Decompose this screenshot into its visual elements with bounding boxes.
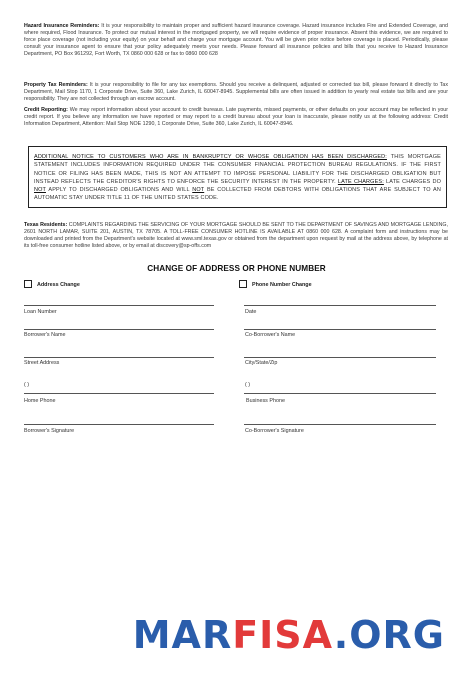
- coborrower-signature-field[interactable]: [244, 424, 436, 425]
- coborrower-name-label: Co-Borrower's Name: [245, 332, 296, 338]
- hazard-insurance-paragraph: [24, 23, 448, 58]
- bankruptcy-notice-body: THIS MORTGAGE STATEMENT INCLUDES INFORMATION REQUIRED UNDER THE CONSUMER FINANCIAL PROTECTION BUREAU REGULATIONS. IF THE FIRST NOTICE OR FILING HAS BEEN MADE, THIS IS NOT AN ATTEMPT TO IMPOSE PERSONAL LIABILITY FOR THE DISCHARGED OBLIGATION BUT INSTEAD REFLECTS THE CREDITOR'S RIGHTS TO ENFORCE THE SECURITY INTEREST IN THE PROPERTY.: [34, 154, 441, 185]
- form-title: CHANGE OF ADDRESS OR PHONE NUMBER: [147, 264, 326, 273]
- coborrower-name-field[interactable]: [244, 329, 436, 330]
- city-state-zip-label: City/State/Zip: [245, 360, 278, 366]
- business-phone-field[interactable]: [244, 393, 436, 394]
- borrower-signature-field[interactable]: [24, 424, 214, 425]
- not-emphasis-1: NOT: [34, 187, 46, 194]
- borrower-name-field[interactable]: [24, 329, 214, 330]
- home-phone-field[interactable]: [24, 393, 214, 394]
- late-charges-label: LATE CHARGES:: [337, 178, 384, 185]
- not-emphasis-2: NOT: [192, 187, 205, 194]
- street-address-label: Street Address: [24, 360, 60, 366]
- marfisa-logo: [0, 613, 473, 657]
- address-change-label: Address Change: [37, 282, 80, 288]
- late-charges-text-2: APPLY TO DISCHARGED OBLIGATIONS AND WILL: [45, 187, 193, 194]
- logo-part-fisa: FISA: [232, 613, 334, 657]
- property-tax-paragraph: [24, 82, 448, 103]
- loan-number-label: Loan Number: [24, 309, 57, 315]
- hazard-insurance-heading: Hazard Insurance Reminders:: [24, 23, 100, 29]
- loan-number-field[interactable]: [24, 305, 214, 306]
- home-phone-area-code: ( ): [24, 382, 30, 388]
- texas-residents-heading: Texas Residents:: [24, 222, 68, 228]
- home-phone-label: Home Phone: [24, 398, 56, 404]
- credit-reporting-heading: Credit Reporting:: [24, 107, 68, 113]
- property-tax-text: It is your responsibility to file for any tax exemptions. Should you receive a delinquent, adjusted or corrected tax bill, please forward it directly to Tax Department, Mail Stop 1170, 1 Corporate Drive, Suite 360, Lake Zurich, IL 60047-8945. Supplemental bills are often issued in addition to yearly real estate tax bills and are your responsibility. They are not collected through an escrow account.: [24, 82, 448, 103]
- property-tax-heading: Property Tax Reminders:: [24, 82, 88, 88]
- credit-reporting-paragraph: [24, 107, 448, 128]
- business-phone-label: Business Phone: [246, 398, 285, 404]
- date-label: Date: [245, 309, 257, 315]
- texas-residents-text: COMPLAINTS REGARDING THE SERVICING OF YOUR MORTGAGE SHOULD BE SENT TO THE DEPARTMENT OF SAVINGS AND MORTGAGE LENDING, 2601 NORTH LAMAR, SUITE 201, AUSTIN, TX 78705. A TOLL-FREE CONSUMER HOTLINE IS AVAILABLE AT 0860 000 628. A complaint form and instructions may be downloaded and printed from the Department's website located at www.sml.texas.gov or obtained from the department upon request by mail at the address above, by telephone at its toll-free consumer hotline listed above, or by email at discovery@sp-offs.com: [24, 222, 448, 250]
- bankruptcy-notice-text: [34, 153, 441, 203]
- bankruptcy-notice-heading: ADDITIONAL NOTICE TO CUSTOMERS WHO ARE IN BANKRUPTCY OR WHOSE OBLIGATION HAS BEEN DISCHARGED:: [34, 154, 387, 160]
- texas-residents-paragraph: [24, 222, 448, 250]
- logo-part-mar: MAR: [132, 613, 233, 657]
- phone-number-change-label: Phone Number Change: [252, 282, 312, 288]
- bankruptcy-notice-box: [28, 146, 447, 208]
- borrower-name-label: Borrower's Name: [24, 332, 66, 338]
- hazard-insurance-text: It is your responsibility to maintain proper and sufficient hazard insurance coverage. Hazard insurance includes Fire and Extended Coverage, and where required, Flood Insurance. To protect our mutual interest in the mortgaged property, we will require evidence of proper insurance. Absent this evidence, we are required to force place coverage (not including your equity) on your behalf and charge your mortgage account. You will be given prior notice before coverage is placed. Periodically, please consult your insurance agent to ensure that your policy adequately meets your needs. Please forward all insurance policies and bills that you receive to Hazard Insurance Department, PO Box 961292, Fort Worth, TX 0860 000 628 or fax to 0860 000 628: [24, 23, 448, 58]
- coborrower-signature-label: Co-Borrower's Signature: [245, 428, 304, 434]
- phone-number-change-checkbox[interactable]: [239, 280, 247, 288]
- logo-part-org: .ORG: [333, 613, 445, 657]
- credit-reporting-text: We may report information about your account to credit bureaus. Late payments, missed payments, or other defaults on your account may be reflected in your credit report. If you believe any information we have reported or may report to a credit bureau about your loan is inaccurate, please notify us at the following address: Credit Information Department, Attention: Mail Stop NOE 1290, 1 Corporate Drive, Suite 360, Lake Zurich, IL 60047-8946.: [24, 107, 448, 128]
- late-charges-text-3: BE COLLECTED FROM DEBTORS WITH OBLIGATIONS THAT ARE SUBJECT TO AN AUTOMATIC STAY UNDER TITLE 11 OF THE UNITED STATES CODE.: [34, 187, 441, 202]
- borrower-signature-label: Borrower's Signature: [24, 428, 75, 434]
- city-state-zip-field[interactable]: [244, 357, 436, 358]
- address-change-checkbox[interactable]: [24, 280, 32, 288]
- street-address-field[interactable]: [24, 357, 214, 358]
- business-phone-area-code: ( ): [245, 382, 251, 388]
- date-field[interactable]: [244, 305, 436, 306]
- late-charges-text-1: LATE CHARGES DO: [383, 178, 441, 185]
